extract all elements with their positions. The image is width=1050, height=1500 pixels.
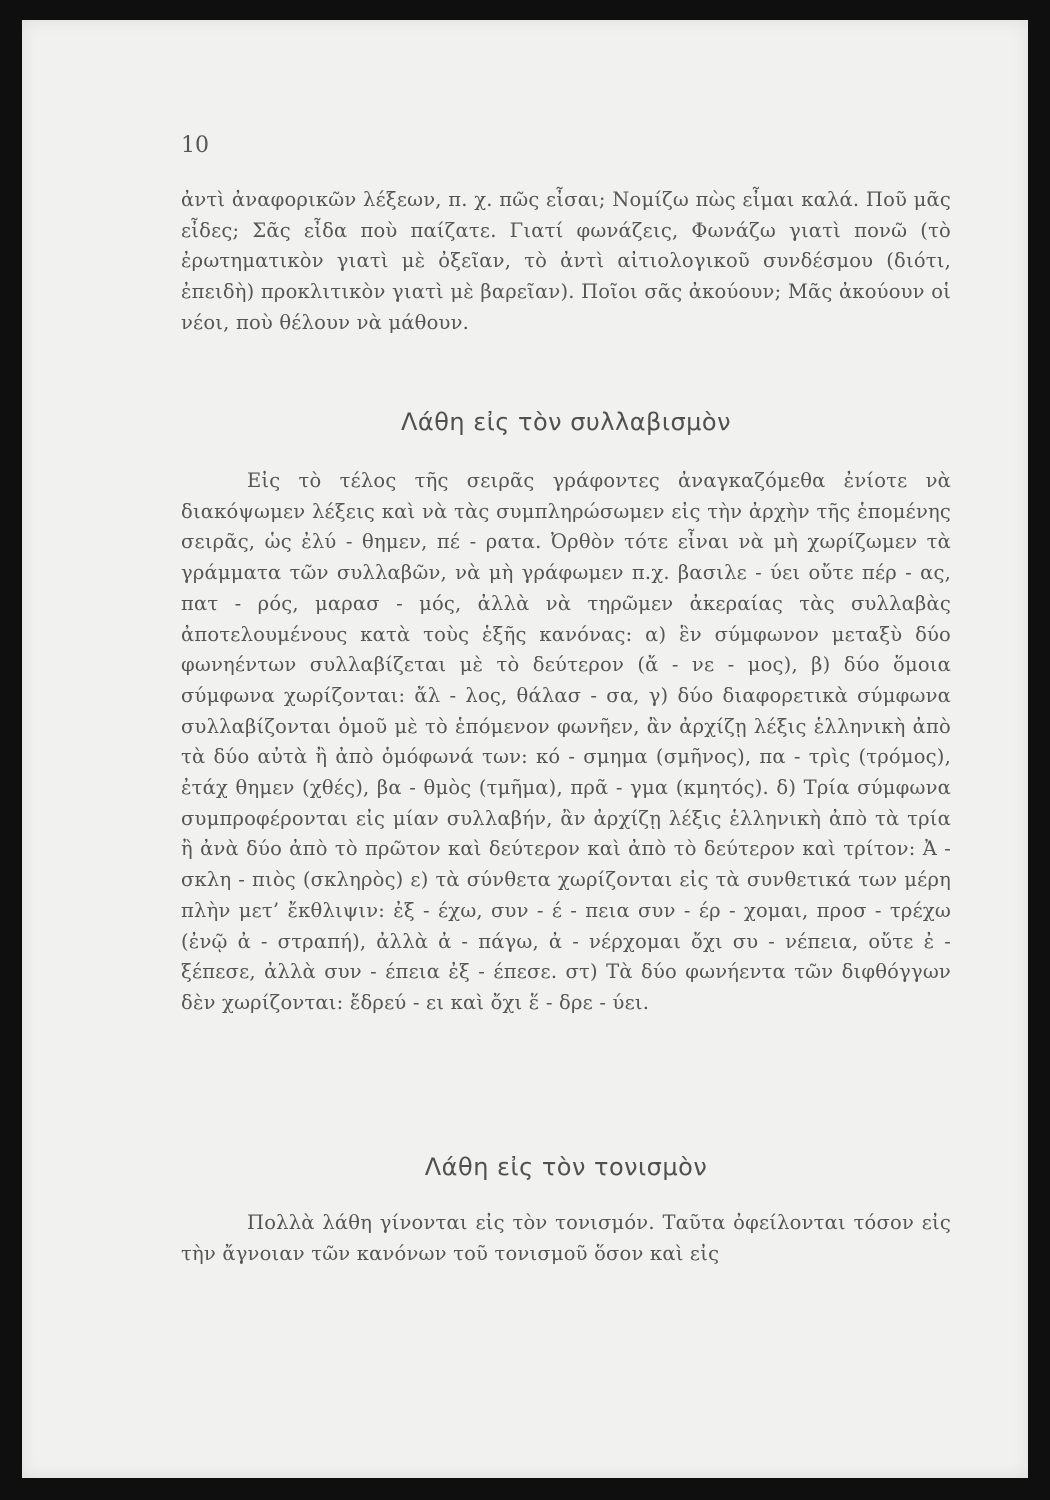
intro-paragraph: [181, 185, 951, 339]
page-number: 10: [181, 133, 209, 158]
section-heading-syllabification: Λάθη εἰς τὸν συλλαβισμὸν: [400, 408, 732, 436]
tonism-paragraph-text: Πολλὰ λάθη γίνονται εἰς τὸν τονισμόν. Ταῦτα ὀφείλονται τόσον εἰς τὴν ἄγνοιαν τῶν κανόνων τοῦ τονισμοῦ ὅσον καὶ εἰς: [181, 1211, 951, 1265]
section-heading-tonism: Λάθη εἰς τὸν τονισμὸν: [424, 1153, 708, 1181]
tonism-paragraph: [181, 1208, 951, 1269]
syllabification-paragraph: [181, 466, 951, 1019]
intro-paragraph-text: ἀντὶ ἀναφορικῶν λέξεων, π. χ. πῶς εἶσαι; Νομίζω πὼς εἶμαι καλά. Ποῦ μᾶς εἶδες; Σᾶς εἶδα ποὺ παίζατε. Γιατί φωνάζεις, Φωνάζω γιατὶ πονῶ (τὸ ἐρωτηματικὸν γιατὶ μὲ ὀξεῖαν, τὸ ἀντὶ αἰτιολογικοῦ συνδέσμου (διότι, ἐπειδὴ) προκλιτικὸν γιατὶ μὲ βαρεῖαν). Ποῖοι σᾶς ἀκούουν; Μᾶς ἀκούουν οἱ νέοι, ποὺ θέλουν νὰ μάθουν.: [181, 188, 951, 334]
syllabification-paragraph-text: Εἰς τὸ τέλος τῆς σειρᾶς γράφοντες ἀναγκαζόμεθα ἐνίοτε νὰ διακόψωμεν λέξεις καὶ νὰ τὰς συμπληρώσωμεν εἰς τὴν ἀρχὴν τῆς ἑπομένης σειρᾶς, ὡς ἐλύ - θημεν, πέ - ρατα. Ὀρθὸν τότε εἶναι νὰ μὴ χωρίζωμεν τὰ γράμματα τῶν συλλαβῶν, νὰ μὴ γράφωμεν π.χ. βασιλε - ύει οὔτε πέρ - ας, πατ - ρός, μαρασ - μός, ἀλλὰ νὰ τηρῶμεν ἀκεραίας τὰς συλλαβὰς ἀποτελουμένους κατὰ τοὺς ἑξῆς κανόνας: α) ἓν σύμφωνον μεταξὺ δύο φωνηέντων συλλαβίζεται μὲ τὸ δεύτερον (ἄ - νε - μος), β) δύο ὅμοια σύμφωνα χωρίζονται: ἄλ - λος, θάλασ - σα, γ) δύο διαφορετικὰ σύμφωνα συλλαβίζονται ὁμοῦ μὲ τὸ ἑπόμενον φωνῆεν, ἂν ἀρχίζῃ λέξις ἑλληνικὴ ἀπὸ τὰ δύο αὐτὰ ἢ ἀπὸ ὁμόφωνά των: κό - σμημα (σμῆνος), πα - τρὶς (τρόμος), ἐτάχ θημεν (χθές), βα - θμὸς (τμῆμα), πρᾶ - γμα (κμητός). δ) Τρία σύμφωνα συμπροφέρονται εἰς μίαν συλλαβήν, ἂν ἀρχίζῃ λέξις ἑλληνικὴ ἀπὸ τὰ τρία ἢ ἀνὰ δύο ἀπὸ τὸ πρῶτον καὶ δεύτερον καὶ ἀπὸ τὸ δεύτερον καὶ τρίτον: Ἀ - σκλη - πιὸς (σκληρὸς) ε) τὰ σύνθετα χωρίζονται εἰς τὰ συνθετικά των μέρη πλὴν μετ’ ἔκθλιψιν: ἐξ - έχω, συν - έ - πεια συν - έρ - χομαι, προσ - τρέχω (ἐνῷ ἀ - στραπή), ἀλλὰ ἀ - πάγω, ἀ - νέρχομαι ὄχι συ - νέπεια, οὔτε ἐ - ξέπεσε, ἀλλὰ συν - έπεια ἐξ - έπεσε. στ) Τὰ δύο φωνήεντα τῶν διφθόγγων δὲν χωρίζονται: ἔδρεύ - ει καὶ ὄχι ἕ - δρε - ύει.: [181, 469, 951, 1014]
